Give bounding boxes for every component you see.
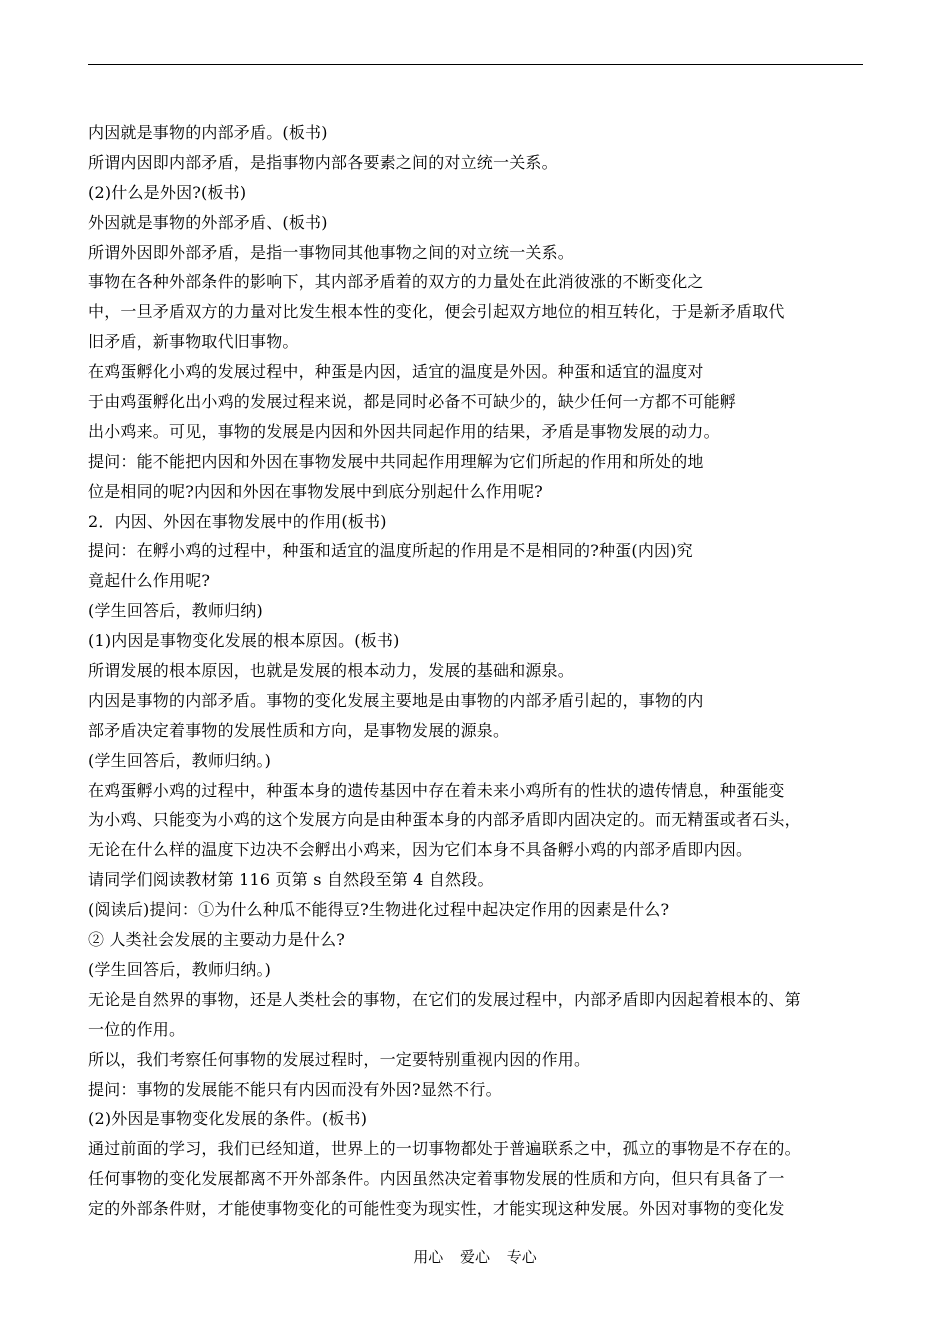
text-line: 出小鸡来。可见，事物的发展是内因和外因共同起作用的结果，矛盾是事物发展的动力。 xyxy=(88,421,720,441)
text-line: 无论是自然界的事物，还是人类杜会的事物，在它们的发展过程中，内部矛盾即内因起着根本的、第 xyxy=(88,989,801,1009)
text-line: 任何事物的变化发展都离不开外部条件。内因虽然决定着事物发展的性质和方向，但只有具备了一 xyxy=(88,1169,785,1189)
text-line: (1)内因是事物变化发展的根本原因。(板书) xyxy=(88,631,400,651)
text-line: 定的外部条件财，才能使事物变化的可能性变为现实性，才能实现这种发展。外因对事物的变化发 xyxy=(88,1199,785,1219)
text-line: 提问：在孵小鸡的过程中，种蛋和适宜的温度所起的作用是不是相同的?种蛋(内因)究 xyxy=(88,541,693,561)
text-line: 部矛盾决定着事物的发展性质和方向，是事物发展的源泉。 xyxy=(88,720,510,740)
text-line: (学生回答后，教师归纳。) xyxy=(88,959,272,979)
text-line: 于由鸡蛋孵化出小鸡的发展过程来说，都是同时必备不可缺少的，缺少任何一方都不可能孵 xyxy=(88,392,737,412)
text-line: ② 人类社会发展的主要动力是什么? xyxy=(88,930,346,950)
text-line: 所以，我们考察任何事物的发展过程时，一定要特别重视内因的作用。 xyxy=(88,1049,591,1069)
text-line: 所谓发展的根本原因，也就是发展的根本动力，发展的基础和源泉。 xyxy=(88,661,575,681)
text-line: 位是相同的呢?内因和外因在事物发展中到底分别起什么作用呢? xyxy=(88,481,543,501)
text-line: 一位的作用。 xyxy=(88,1019,186,1039)
text-line: 事物在各种外部条件的影响下，其内部矛盾着的双方的力量处在此消彼涨的不断变化之 xyxy=(88,272,704,292)
page-footer: 用心 爱心 专心 xyxy=(413,1248,537,1266)
text-line: 所谓外因即外部矛盾，是指一事物同其他事物之间的对立统一关系。 xyxy=(88,242,575,262)
text-line: 提问：事物的发展能不能只有内因而没有外因?显然不行。 xyxy=(88,1079,502,1099)
text-line: 外因就是事物的外部矛盾、(板书) xyxy=(88,212,328,232)
document-body xyxy=(88,118,878,1224)
text-line: (学生回答后，教师归纳) xyxy=(88,601,263,621)
text-line: 在鸡蛋孵小鸡的过程中，种蛋本身的遗传基因中存在着未来小鸡所有的性状的遗传情息，种蛋能变 xyxy=(88,780,785,800)
text-line: (2)外因是事物变化发展的条件。(板书) xyxy=(88,1109,368,1129)
text-line: 竟起什么作用呢? xyxy=(88,571,211,591)
text-line: 内因就是事物的内部矛盾。(板书) xyxy=(88,123,328,142)
text-line: 所谓内因即内部矛盾，是指事物内部各要素之间的对立统一关系。 xyxy=(88,152,558,172)
text-line: (阅读后)提问：①为什么种瓜不能得豆?生物进化过程中起决定作用的因素是什么? xyxy=(88,900,670,920)
text-line: 在鸡蛋孵化小鸡的发展过程中，种蛋是内因，适宜的温度是外因。种蛋和适宜的温度对 xyxy=(88,362,704,382)
header-rule xyxy=(88,64,863,65)
text-line: 旧矛盾，新事物取代旧事物。 xyxy=(88,332,299,352)
text-line: 为小鸡、只能变为小鸡的这个发展方向是由种蛋本身的内部矛盾即内固决定的。而无精蛋或者石头， xyxy=(88,810,801,830)
text-line: 2．内因、外因在事物发展中的作用(板书) xyxy=(88,511,387,531)
text-line: 请同学们阅读教材第 116 页第 s 自然段至第 4 自然段。 xyxy=(88,870,494,890)
text-line: 无论在什么样的温度下边决不会孵出小鸡来，因为它们本身不具备孵小鸡的内部矛盾即内因。 xyxy=(88,840,753,860)
text-line: 内因是事物的内部矛盾。事物的变化发展主要地是由事物的内部矛盾引起的，事物的内 xyxy=(88,690,704,710)
text-line: 提问：能不能把内因和外因在事物发展中共同起作用理解为它们所起的作用和所处的地 xyxy=(88,451,704,471)
text-line: (学生回答后，教师归纳。) xyxy=(88,750,272,770)
text-line: 中，一旦矛盾双方的力量对比发生根本性的变化，便会引起双方地位的相互转化，于是新矛盾取代 xyxy=(88,302,785,322)
text-line: 通过前面的学习，我们已经知道，世界上的一切事物都处于普遍联系之中，孤立的事物是不存在的。 xyxy=(88,1139,801,1159)
text-line: (2)什么是外因?(板书) xyxy=(88,182,247,202)
